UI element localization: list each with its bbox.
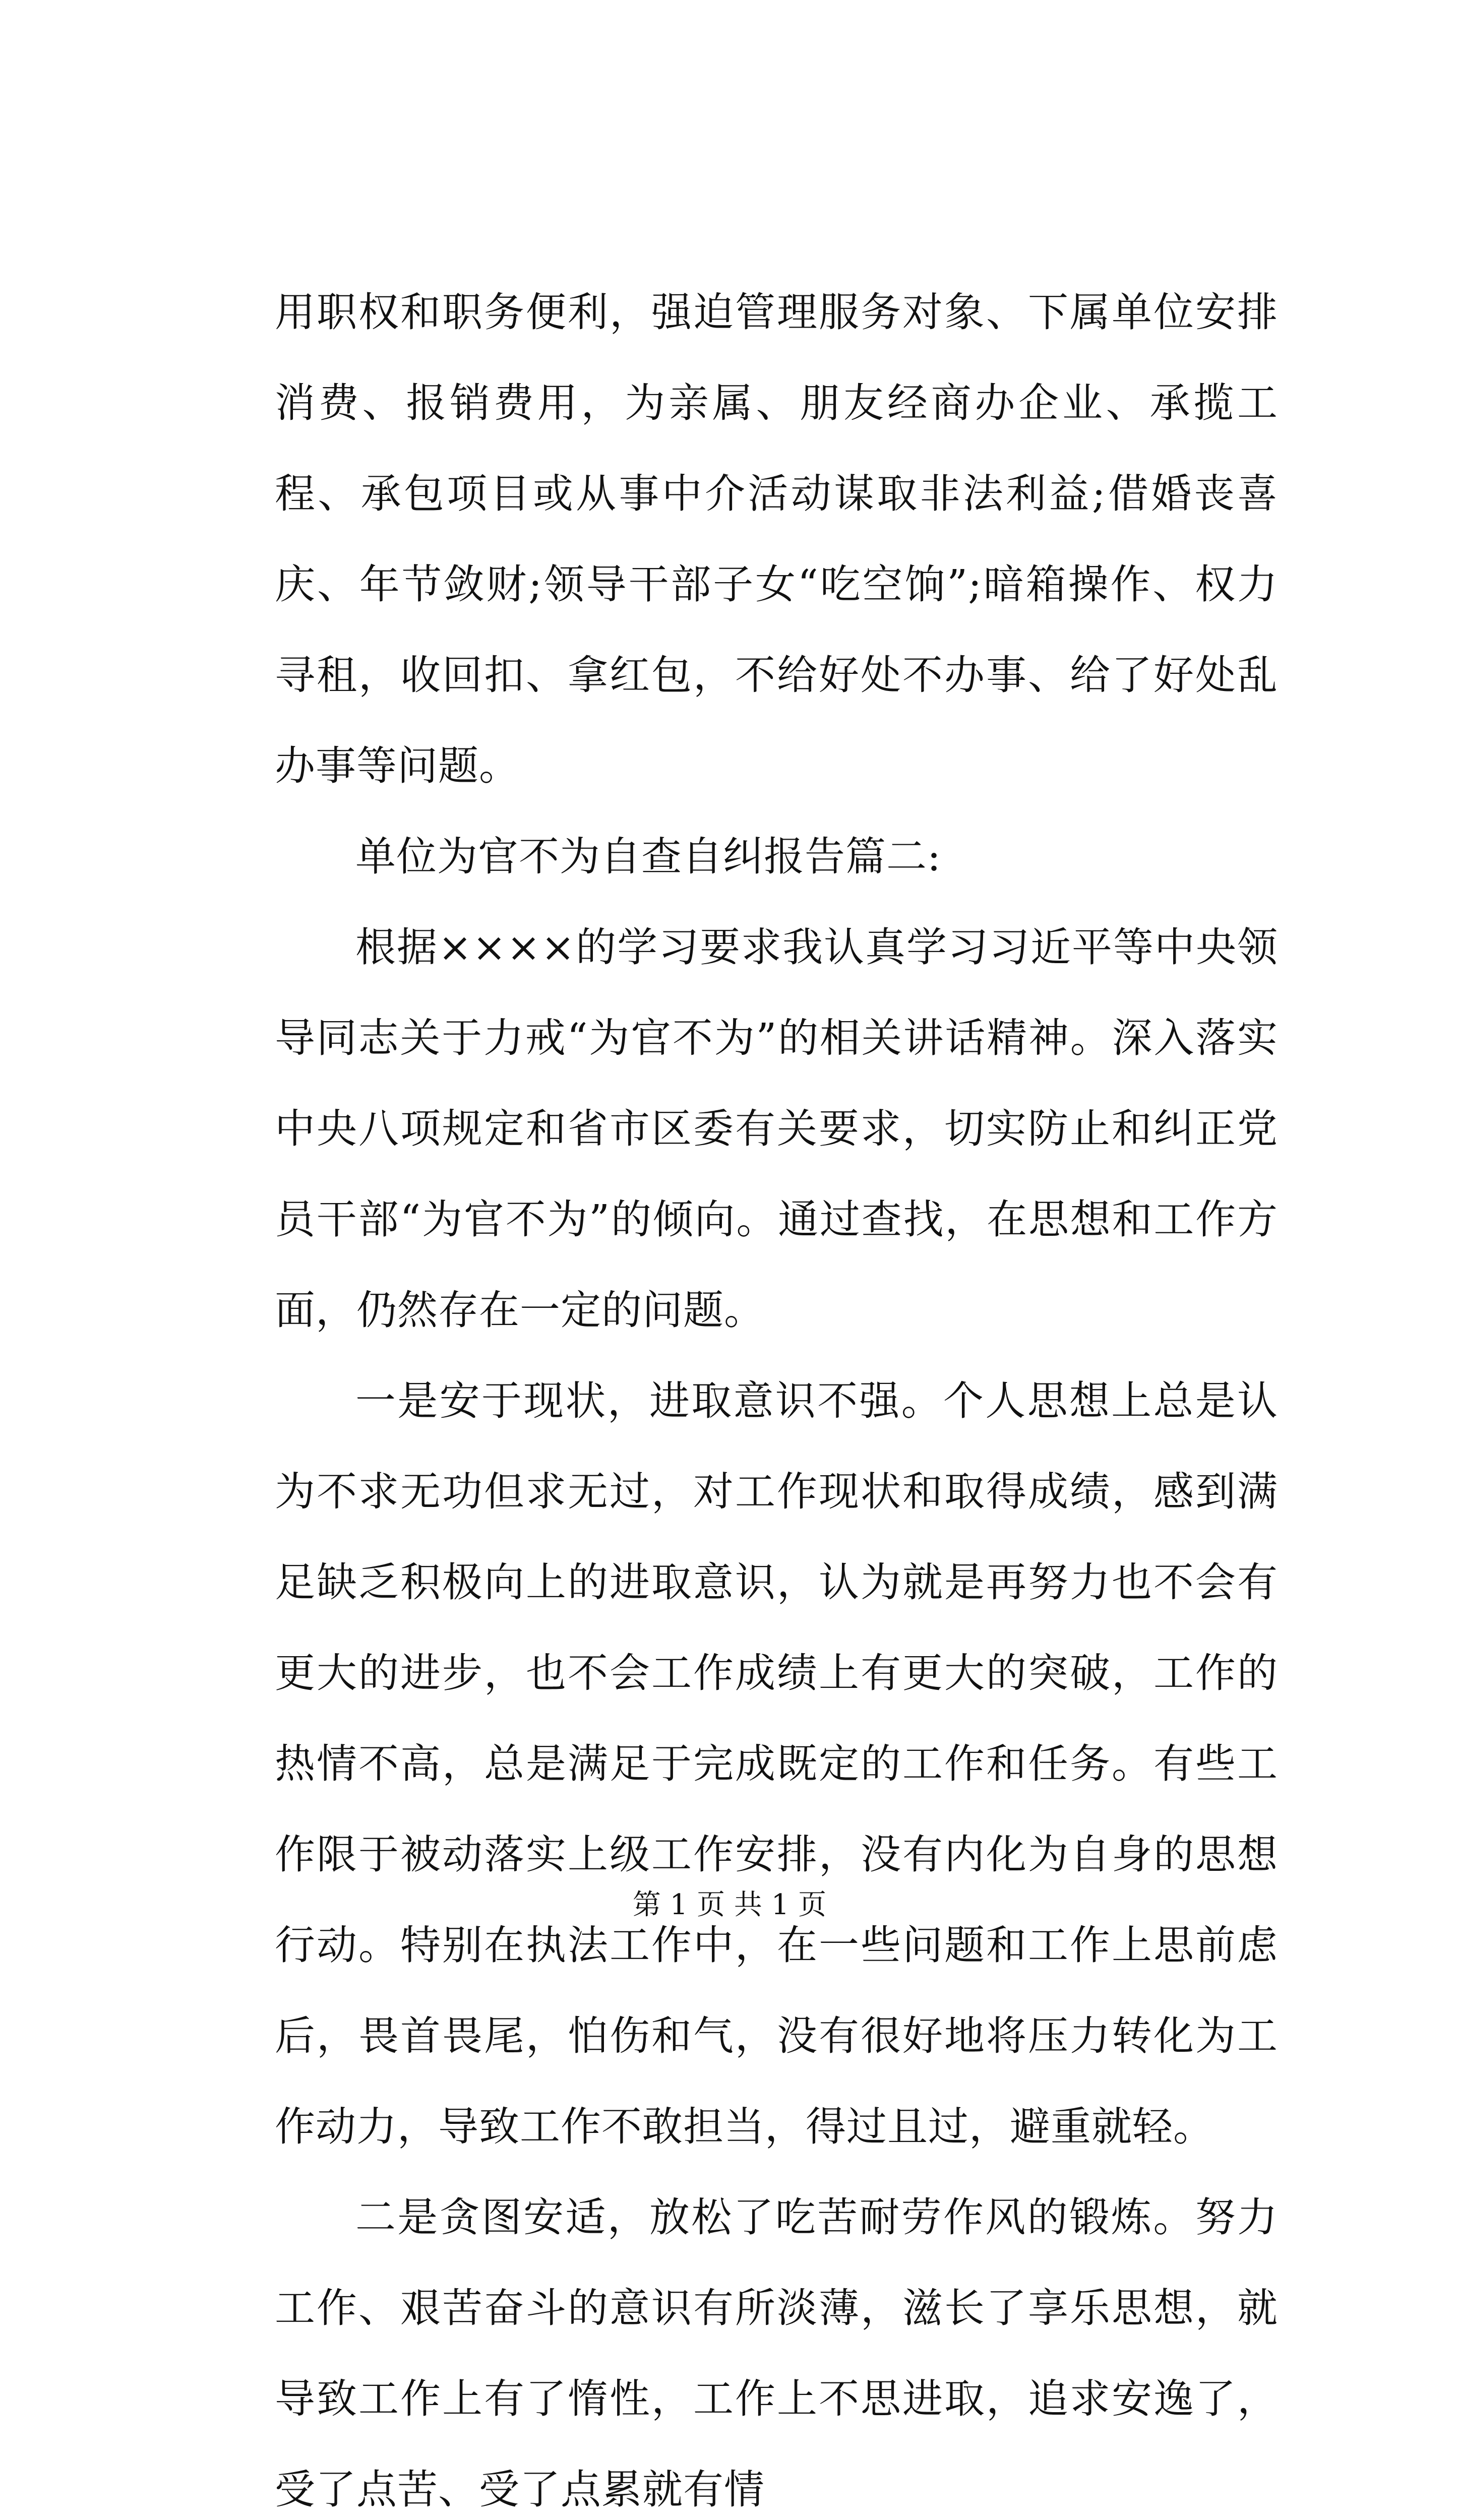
paragraph-point-one: 一是安于现状，进取意识不强。个人思想上总是认为不求无功但求无过，对工作现状和取得成绩，感到满足缺乏积极向上的进取意识，认为就是再努力也不会有更大的进步，也不会工作成绩上有更大的突破，工作的热情不高，总是满足于完成既定的工作和任务。有些工作限于被动落实上级工作安排，没有内化为自身的思想行动。特别在执法工作中，在一些问题和工作上思前虑后，畏首畏尾，怕伤和气，没有很好地将压力转化为工作动力，导致工作不敢担当，得过且过，避重就轻。 — [275, 1377, 1278, 2150]
paragraph-continuation: 用职权和职务便利，强迫管理服务对象、下属单位安排消费、报销费用，为亲属、朋友经商办企业、承揽工程、承包项目或从事中介活动谋取非法利益;借婚丧喜庆、年节敛财;领导干部子女“吃空饷”;暗箱操作、权力寻租，收回扣、拿红包，不给好处不办事、给了好处乱办事等问题。 — [275, 289, 1278, 789]
page-number-footer: 第 1 页 共 1 页 — [632, 1888, 827, 1921]
paragraph-point-two: 二是贪图安适，放松了吃苦耐劳作风的锻炼。努力工作、艰苦奋斗的意识有所淡薄，滋长了享乐思想，就导致工作上有了惰性，工作上不思进取，追求安逸了，受了点苦、受了点累就有情 — [275, 2194, 1278, 2513]
document-body — [275, 267, 1278, 2520]
paragraph-intro: 根据××××的学习要求我认真学习习近平等中央领导同志关于力戒“为官不为”的相关讲话精神。深入落实中央八项规定和省市区委有关要求，切实防止和纠正党员干部“为官不为”的倾向。通过查找，在思想和工作方面，仍然存在一定的问题。 — [275, 924, 1278, 1334]
section-heading: 单位为官不为自查自纠报告篇二: — [355, 833, 941, 880]
